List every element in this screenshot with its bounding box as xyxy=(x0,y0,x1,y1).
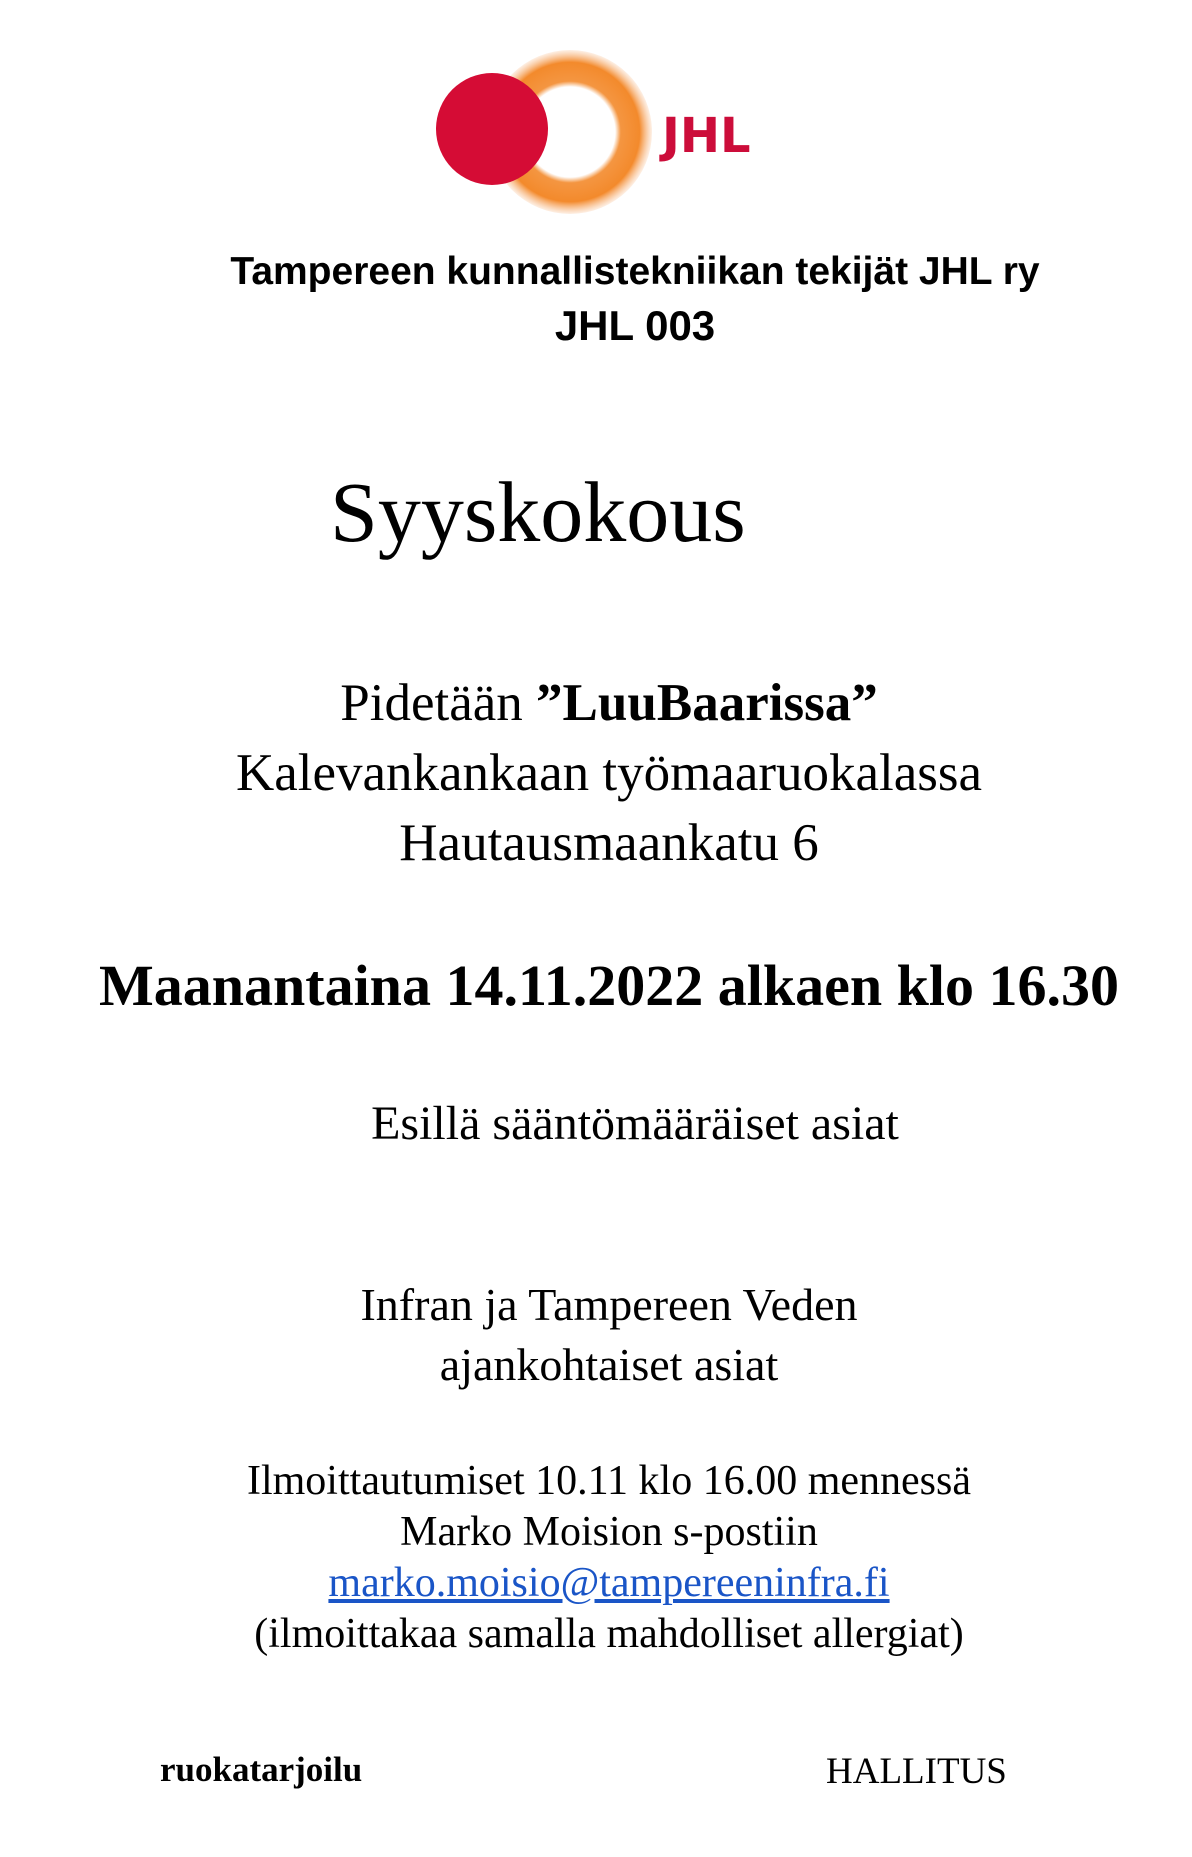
footer-catering: ruokatarjoilu xyxy=(160,1750,363,1789)
registration-contact: Marko Moision s-postiin xyxy=(400,1509,818,1555)
meeting-date: Maanantaina 14.11.2022 alkaen klo 16.30 xyxy=(99,953,1119,1018)
registration-block xyxy=(0,1456,1192,1660)
footer-board: HALLITUS xyxy=(826,1751,1007,1792)
venue-address: Hautausmaankatu 6 xyxy=(399,814,819,872)
email-link[interactable]: marko.moisio@tampereeninfra.fi xyxy=(328,1560,890,1606)
venue-line xyxy=(0,668,1192,738)
jhl-logo xyxy=(430,50,790,220)
organization-name: Tampereen kunnallistekniikan tekijät JHL ry xyxy=(230,250,1040,293)
logo-text: JHL xyxy=(662,108,751,164)
current-topics-line1: Infran ja Tampereen Veden xyxy=(360,1279,858,1330)
red-circle-shape xyxy=(436,73,548,185)
current-topics-line2: ajankohtaiset asiat xyxy=(439,1339,779,1390)
agenda-text: Esillä sääntömääräiset asiat xyxy=(371,1097,899,1150)
venue-place: Kalevankankaan työmaaruokalassa xyxy=(235,744,983,802)
current-topics xyxy=(0,1275,1192,1395)
organization-code: JHL 003 xyxy=(554,302,716,349)
registration-deadline: Ilmoittautumiset 10.11 klo 16.00 mennessä xyxy=(246,1458,972,1504)
page-title: Syyskokous xyxy=(330,464,746,560)
registration-note: (ilmoittakaa samalla mahdolliset allergiat) xyxy=(254,1611,964,1657)
venue-name: ”LuuBaarissa” xyxy=(536,674,878,732)
venue-block xyxy=(0,668,1192,878)
venue-prefix: Pidetään xyxy=(340,674,537,732)
